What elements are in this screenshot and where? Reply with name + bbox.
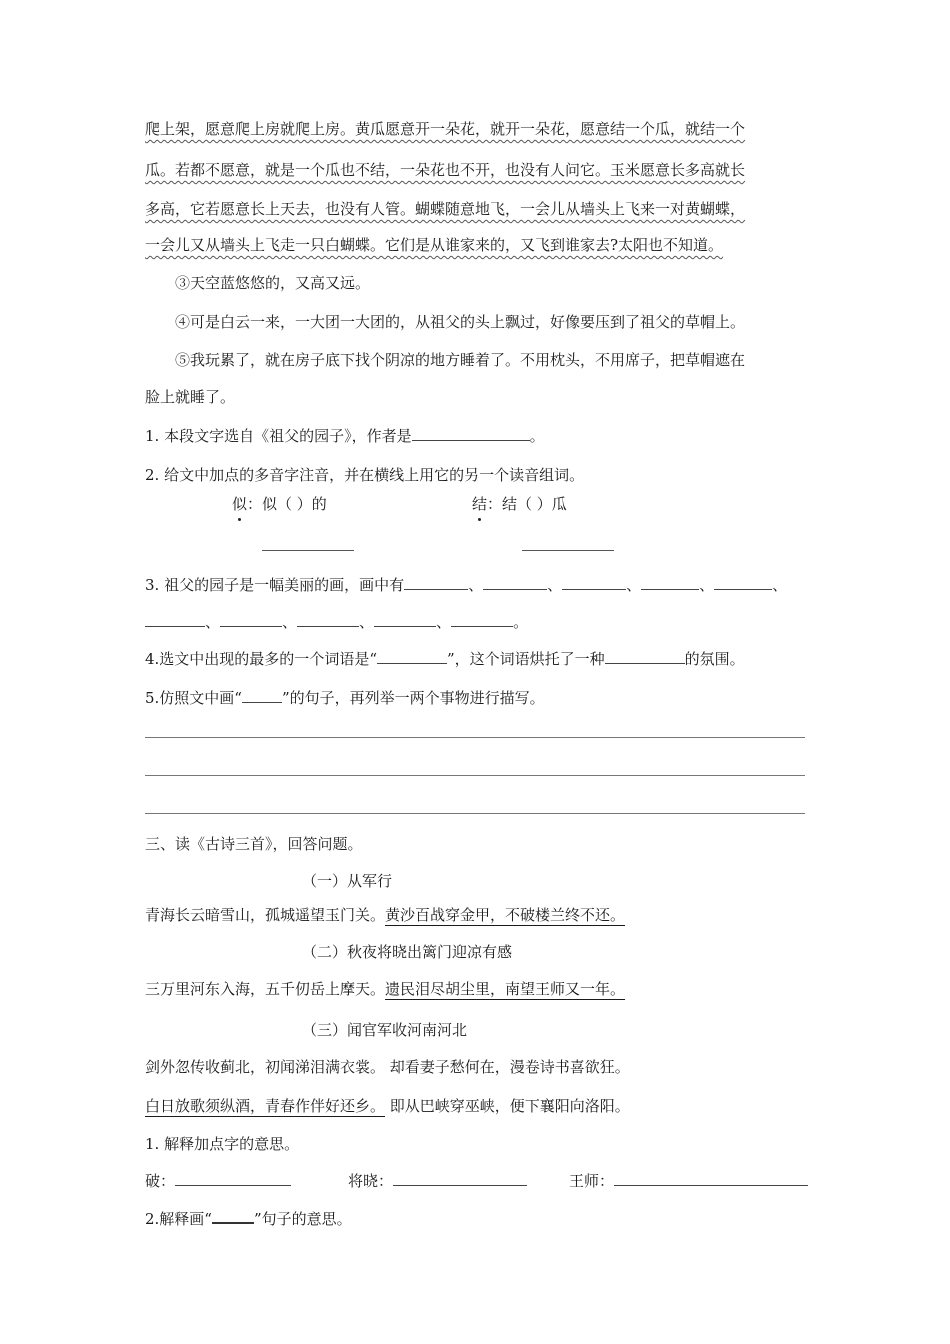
question-2: 2. 给文中加点的多音字注音，并在横线上用它的另一个读音组词。 [145, 466, 585, 484]
section-3-question-2 [145, 1208, 352, 1230]
define-wangshi-blank[interactable] [614, 1170, 808, 1186]
poem-1-underlined: 黄沙百战穿金甲，不破楼兰终不还。 [385, 906, 626, 924]
q2-sample-line [212, 1208, 254, 1224]
q2-item-si-text: 似（ ）的 [262, 495, 327, 513]
passage-line-1: 爬上架，愿意爬上房就爬上房。黄瓜愿意开一朵花，就开一朵花，愿意结一个瓜，就结一个 [145, 120, 746, 138]
paragraph-3: ③天空蓝悠悠的，又高又远。 [175, 274, 371, 292]
paragraph-5-line-2: 脸上就睡了。 [145, 388, 236, 406]
q3-blank[interactable] [404, 574, 468, 590]
define-jiangxiao-label: 将晓： [348, 1172, 394, 1190]
define-wangshi-label: 王师： [569, 1172, 615, 1190]
q2-item-si [232, 493, 327, 515]
q3-blank[interactable] [297, 611, 359, 627]
q4-word-blank[interactable] [377, 648, 447, 664]
q2-item-jie-text: 结（ ）瓜 [502, 495, 567, 513]
q2-item-jie [472, 493, 567, 515]
define-po-blank[interactable] [175, 1170, 291, 1186]
poem-2-underlined: 遗民泪尽胡尘里，南望王师又一年。 [385, 980, 626, 998]
dotted-char-si: 似 [232, 495, 248, 513]
q3-blank[interactable] [641, 574, 699, 590]
poem-2-plain: 三万里河东入海，五千仞岳上摩天。 [145, 980, 386, 998]
passage-line-2: 瓜。若都不愿意，就是一个瓜也不结，一朵花也不开，也没有人问它。玉米愿意长多高就长 [145, 161, 746, 179]
author-blank[interactable] [412, 425, 530, 441]
define-wangshi [569, 1170, 808, 1192]
q3-blank[interactable] [220, 611, 282, 627]
question-1 [145, 425, 545, 447]
poem-1-title: （一）从军行 [302, 872, 393, 890]
q3-end: 。 [513, 613, 529, 631]
define-jiangxiao [348, 1170, 527, 1192]
q4-atmosphere-blank[interactable] [605, 648, 685, 664]
dotted-char-jie: 结 [472, 495, 488, 513]
section-3-question-1: 1. 解释加点字的意思。 [145, 1135, 300, 1153]
q3-sep: 、 [205, 613, 221, 631]
q3-sep: 、 [468, 576, 484, 594]
q3-blank[interactable] [145, 611, 205, 627]
section-3-question-2-text: 2.解释画“ [145, 1210, 212, 1228]
q5-answer-line-3[interactable] [145, 813, 805, 814]
q3-blank[interactable] [562, 574, 626, 590]
poem-3-line-1: 剑外忽传收蓟北，初闻涕泪满衣裳。 却看妻子愁何在，漫卷诗书喜欲狂。 [145, 1058, 630, 1076]
poem-1-text [145, 904, 625, 926]
poem-1-plain: 青海长云暗雪山，孤城遥望玉门关。 [145, 906, 386, 924]
passage-line-3: 多高，它若愿意长上天去，也没有人管。蝴蝶随意地飞，一会儿从墙头上飞来一对黄蝴蝶， [145, 200, 746, 218]
q2-answer-blank-2[interactable] [522, 550, 614, 551]
question-4-text: 4.选文中出现的最多的一个词语是“ [145, 650, 377, 668]
q3-sep: 、 [699, 576, 715, 594]
paragraph-4: ④可是白云一来，一大团一大团的，从祖父的头上飘过，好像要压到了祖父的草帽上。 [175, 313, 746, 331]
question-4 [145, 648, 745, 670]
q5-sample-line [242, 687, 282, 703]
q5-answer-line-1[interactable] [145, 737, 805, 738]
poem-2-text [145, 978, 625, 1000]
question-4-end: 的氛围。 [684, 650, 745, 668]
question-1-text: 1. 本段文字选自《祖父的园子》，作者是 [145, 427, 412, 445]
q3-sep: 、 [282, 613, 298, 631]
poem-3-rest: 即从巴峡穿巫峡，便下襄阳向洛阳。 [385, 1097, 630, 1115]
poem-3-underlined: 白日放歌须纵酒，青春作伴好还乡。 [145, 1097, 386, 1115]
q3-blank[interactable] [451, 611, 513, 627]
question-5-text: 5.仿照文中画“ [145, 689, 242, 707]
paragraph-5-line-1: ⑤我玩累了，就在房子底下找个阴凉的地方睡着了。不用枕头，不用席子，把草帽遮在 [175, 351, 746, 369]
poem-3-title: （三）闻官军收河南河北 [302, 1021, 468, 1039]
define-po [145, 1170, 291, 1192]
poem-2-title: （二）秋夜将晓出篱门迎凉有感 [302, 943, 513, 961]
q2-item-jie-colon: ： [487, 495, 503, 513]
question-5 [145, 687, 545, 709]
question-3 [145, 574, 787, 596]
define-po-label: 破： [145, 1172, 176, 1190]
passage-line-4: 一会儿又从墙头上飞走一只白蝴蝶。它们是从谁家来的，又飞到谁家去?太阳也不知道。 [145, 236, 724, 254]
q3-blank[interactable] [483, 574, 547, 590]
q3-sep: 、 [772, 576, 788, 594]
q3-sep: 、 [359, 613, 375, 631]
q5-answer-line-2[interactable] [145, 775, 805, 776]
question-4-mid: ”，这个词语烘托了一种 [446, 650, 605, 668]
question-3-cont [145, 611, 528, 633]
q3-sep: 、 [436, 613, 452, 631]
poem-3-line-2 [145, 1095, 630, 1117]
question-1-end: 。 [529, 427, 545, 445]
section-3-heading: 三、读《古诗三首》，回答问题。 [145, 835, 363, 853]
q3-blank[interactable] [374, 611, 436, 627]
q2-answer-blank-1[interactable] [262, 550, 354, 551]
question-5-end: ”的句子，再列举一两个事物进行描写。 [281, 689, 545, 707]
q3-blank[interactable] [714, 574, 772, 590]
question-3-text: 3. 祖父的园子是一幅美丽的画，画中有 [145, 576, 405, 594]
section-3-question-2-end: ”句子的意思。 [253, 1210, 352, 1228]
q3-sep: 、 [547, 576, 563, 594]
define-jiangxiao-blank[interactable] [393, 1170, 527, 1186]
q3-sep: 、 [626, 576, 642, 594]
q2-item-si-colon: ： [247, 495, 263, 513]
